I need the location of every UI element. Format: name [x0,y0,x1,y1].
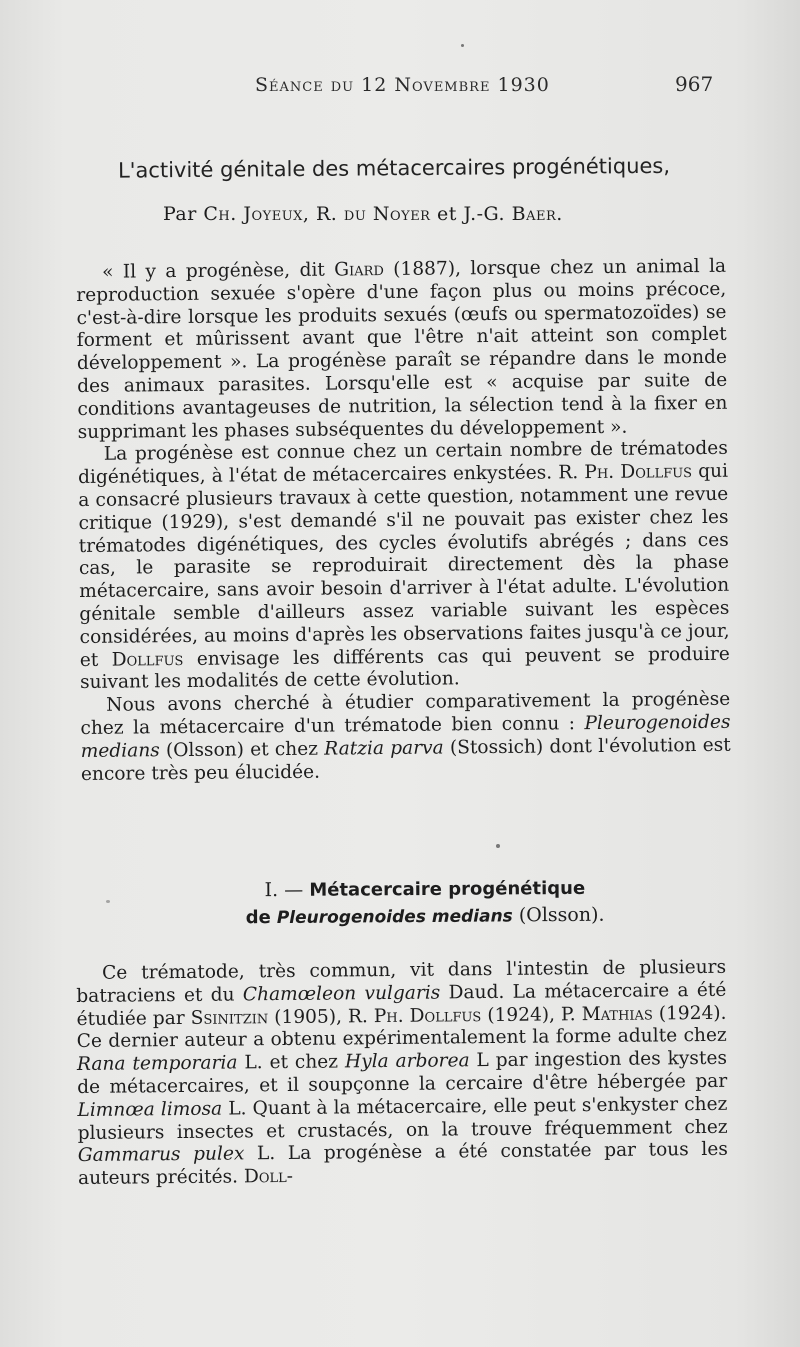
paragraph-giard-quote [76,256,728,445]
text-run: « Il y a progénèse, dit [101,259,335,283]
author-du-noyer: du Noyer [343,203,431,225]
species-name: Chamœleon vulgaris [242,982,441,1006]
text-run: L. La progénèse a été constatée par tous les auteurs précités. [77,1139,728,1190]
author-ref-dollfus: R. Ph. Dollfus [347,1004,482,1027]
species-name: Ratzia parva [324,737,444,760]
print-speck [461,44,464,47]
section-heading [215,875,635,933]
text-run: La progénèse est connue chez un certain nombre de trématodes digénétiques, à l'état de métacercaires enkystées. [77,438,728,489]
text-run: envisage les différents cas qui peuvent se produire suivant les modalités de cette évolution. [79,643,730,694]
text-run: Ce trématode, très commun, vit dans l'intestin de plusieurs batraciens et du [76,956,727,1007]
text-run: (1924). Ce dernier auteur a obtenu expérimentalement la forme adulte chez [76,1002,727,1053]
text-run: (1887), lorsque chez un animal la reproduction sexuée s'opère d'une façon plus ou moins précoce, c'est-à-dire lorsque les produits sexués (œufs ou spermatozoïdes) se forment et mûrissent avant que l'être n'ait atteint son complet développement ». La progénèse paraît se répandre dans le monde des animaux parasites. Lorsqu'elle est « acquise par suite de conditions avantageuses de nutrition, la sélection tend à la fixer en supprimant les phases subséquentes du développement ». [76,255,728,443]
authors-prefix: Par [163,203,197,225]
page-number: 967 [675,72,714,96]
body-text-section-1 [76,957,728,1191]
species-name: Limnœa limosa [77,1098,223,1121]
author-baer: Baer. [511,203,563,225]
text-run: L par ingestion des kystes de métacercaires, et il soupçonne la cercaire d'être hébergée par [77,1047,728,1098]
text-run: qui a consacré plusieurs travaux à cette question, notamment une revue critique (1929), s'est demandé s'il ne pouvait pas exister chez les trématodes digénétiques, des cycles évolutifs abrégés ; dans ces cas, le parasite se reproduirait directement dès la phase métacercaire, sans avoir besoin d'arriver à l'état adulte. L'évolution génitale semble d'ailleurs assez variable suivant les espèces considérées, au moins d'après les observations faites jusqu'à ce jour, et [78,460,730,671]
author-joyeux: Ch. Joyeux, [203,203,310,225]
print-speck [496,844,500,848]
section-title: Métacercaire progénétique [309,877,586,901]
species-name: Pleurogenoides medians [80,711,731,762]
section-heading-line-2 [215,902,635,933]
species-name: Hyla arborea [344,1050,470,1073]
section-number: I. — [264,878,304,902]
author-ref-giard: Giard [334,259,384,281]
author-ref-ssinitzin: Ssinitzin [190,1006,269,1029]
article-title: L'activité génitale des métacercaires progénétiques, [117,153,671,183]
section-heading-line-1 [215,875,635,905]
paragraph-nous-avons [80,689,731,786]
text-run: Daud. La métacercaire a été étudiée par [76,979,727,1030]
species-name: Rana temporaria [76,1052,238,1076]
body-text-intro [76,256,731,787]
text-run: Nous avons cherché à étudier comparativement la progénèse chez la métacercaire d'un trématode bien connu : [80,688,731,739]
running-title: Séance du 12 Novembre 1930 [255,74,550,96]
author-ref-dollfus: R. Ph. Dollfus [558,461,693,484]
author-ref-dollfus: Dollfus [111,648,184,671]
section-species: Pleurogenoides medians [276,906,513,929]
paragraph-ce-trematode [76,957,728,1191]
author-ref-mathias: P. Mathias [560,1003,653,1025]
paragraph-progenese-connue [78,438,730,695]
section-author: (Olsson). [518,903,605,927]
running-header [0,74,800,104]
text-run: (Stossich) dont l'évolution est encore très peu élucidée. [80,734,731,785]
text-run: (1905), [268,1005,349,1028]
author-line [163,203,763,225]
print-speck [106,900,110,903]
text-run: (Olsson) et chez [159,738,325,761]
text-run: L. Quant à la métacercaire, elle peut s'enkyster chez plusieurs insectes et crustacés, on la trouve fréquemment chez [77,1093,728,1144]
author-initial: J.-G. [463,203,506,225]
section-prep: de [245,907,271,929]
author-ref-dollfus: Doll- [243,1166,294,1188]
text-run: L. et chez [237,1051,346,1074]
text-run: (1924), [481,1003,562,1026]
author-initial: R. [316,203,338,225]
species-name: Gammarus pulex [77,1143,245,1167]
authors-conjunction: et [437,203,457,225]
